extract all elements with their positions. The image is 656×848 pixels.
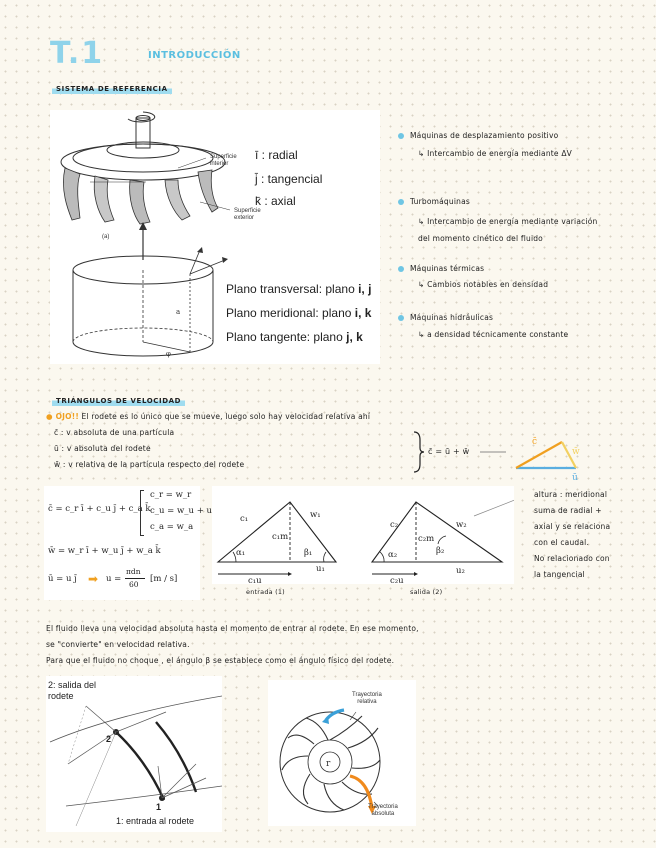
turbine-reference-sketch [50,110,380,364]
point-2-label: 2 [106,734,112,744]
velocity-triangles-svg [212,486,514,584]
outlet-c2-label: c₂ [390,520,399,530]
equation-c-tangential: c_u = w_u + u [150,506,213,516]
reference-figure-panel [50,110,380,364]
outlet-c2u-label: c₂u [390,576,404,586]
unit-vector-radial: ī : radial [255,148,298,162]
side-note-line-1: altura : meridional [534,490,608,499]
inlet-w1-label: w₁ [310,510,321,520]
inlet-c1-label: c₁ [240,514,249,524]
inlet-c1m-label: c₁m [272,532,289,542]
inlet-u1-label: u₁ [316,564,325,574]
inlet-label: 1: entrada al rodete [116,816,195,826]
plane-meridional: Plano meridional: plano i, k [226,306,372,320]
side-note-line-6: la tangencial [534,570,585,579]
outlet-u2-label: u₂ [456,566,465,576]
side-note-line-3: axial y se relaciona [534,522,611,531]
unit-vector-tangential: j̄ : tangencial [255,172,323,186]
definition-c: c̄ : v absoluta de una partícula [54,428,175,437]
inlet-beta1-label: β₁ [304,548,313,558]
bullet-dot [398,266,404,272]
equation-u-numerator: πdn [126,567,141,576]
side-note-line-2: suma de radial + [534,506,602,515]
inlet-c1u-label: c₁u [248,576,262,586]
machine-title-hydraulic: Máquinas hidráulicas [410,313,494,322]
equation-u-unit: [m / s] [150,574,178,584]
machine-detail-turbomachines: ↳ Intercambio de energía mediante variación del momento cinético del fluido [418,217,598,243]
machine-title-positive-displacement: Máquinas de desplazamiento positivo [410,131,559,140]
label-figure-a: (a) [102,234,110,240]
blade-angles-figure [46,676,222,832]
equation-u-scalar: u = [106,574,122,584]
svg-text:a: a [176,308,181,316]
machine-detail-hydraulic: ↳ a densidad técnicamente constante [418,330,569,339]
plane-transversal: Plano transversal: plano i, j [226,282,372,296]
outlet-beta2-label: β₂ [436,546,445,556]
trajectory-figure [268,680,416,826]
side-note-line-4: con el caudal. [534,538,590,547]
implies-arrow-icon: ➡ [88,572,99,586]
inlet-caption: entrada (1) [246,588,285,596]
machine-title-turbomachines: Turbomáquinas [410,197,470,206]
fraction-bar [125,578,145,579]
equation-u-vector: ū = u j̄ [48,574,77,584]
machine-title-thermal: Máquinas térmicas [410,264,485,273]
machine-detail-thermal: ↳ Cambios notables en densidad [418,280,549,289]
equations-panel [44,486,213,600]
unit-vector-axial: k̄ : axial [255,194,296,208]
chapter-number: T.1 [50,36,105,71]
outlet-w2-label: w₂ [456,520,467,530]
definition-w: w̄ : v relativa de la partícula respecto del rodete [54,460,245,469]
mini-c-label: c̄ [532,437,538,447]
equation-u-denominator: 60 [129,580,139,589]
definition-u: ū : v absoluta del rodete [54,444,151,453]
mini-u-label: ū [572,473,578,482]
equation-c-radial: c_r = w_r [150,490,192,500]
bullet-dot [398,315,404,321]
section-heading-reference: SISTEMA DE REFERENCIA [52,84,172,94]
paragraph-line-1: El fluido lleva una velocidad absoluta hasta el momento de entrar al rodete. En ese momento, [46,624,419,633]
ojo-note: ● OJO!! El rodete es lo único que se mueve, luego solo hay velocidad relativa ahí [46,412,371,421]
mini-velocity-triangle [508,428,588,482]
plane-tangente: Plano tangente: plano j, k [226,330,363,344]
chapter-title: INTRODUCCIÓN [148,50,241,61]
vector-sum-equation: c̄ = ū + w̄ [428,447,470,456]
bullet-dot [398,199,404,205]
outlet-alpha2-label: α₂ [388,550,398,560]
paragraph-line-3: Para que el fluido no choque , el ángulo β se establece como el ángulo físico del rodete. [46,656,395,665]
equation-c: c̄ = c_r ī + c_u j̄ + c_a k̄ [48,504,151,514]
svg-text:r: r [326,759,331,769]
absolute-trajectory-label: Trayectoria absoluta [368,804,398,817]
mini-w-label: w̄ [572,447,580,457]
label-superficie-interior: Superficie interior [210,154,237,167]
equation-w: w̄ = w_r ī + w_u j̄ + w_a k̄ [48,546,161,556]
equation-c-axial: c_a = w_a [150,522,194,532]
bullet-dot [398,133,404,139]
label-superficie-exterior: Superficie exterior [234,208,261,221]
equation-brace [140,490,144,536]
velocity-triangles-panel [212,486,514,584]
point-1-label: 1 [156,802,162,812]
outlet-label: 2: salida del rodete [48,680,97,701]
svg-text:φ: φ [166,350,171,358]
side-note-line-5: No relacionado con [534,554,610,563]
inlet-alpha1-label: α₁ [236,548,246,558]
mini-c-line [516,442,562,468]
paragraph-line-2: se "convierte" en velocidad relativa. [46,640,190,649]
relative-trajectory-label: Trayectoria relativa [352,692,382,705]
machine-detail-positive-displacement: ↳ Intercambio de energía mediante ΔV [418,149,572,158]
outlet-c2m-label: c₂m [418,534,435,544]
section-heading-velocity-triangles: TRIÁNGULOS DE VELOCIDAD [52,396,185,406]
outlet-caption: salida (2) [410,588,443,596]
